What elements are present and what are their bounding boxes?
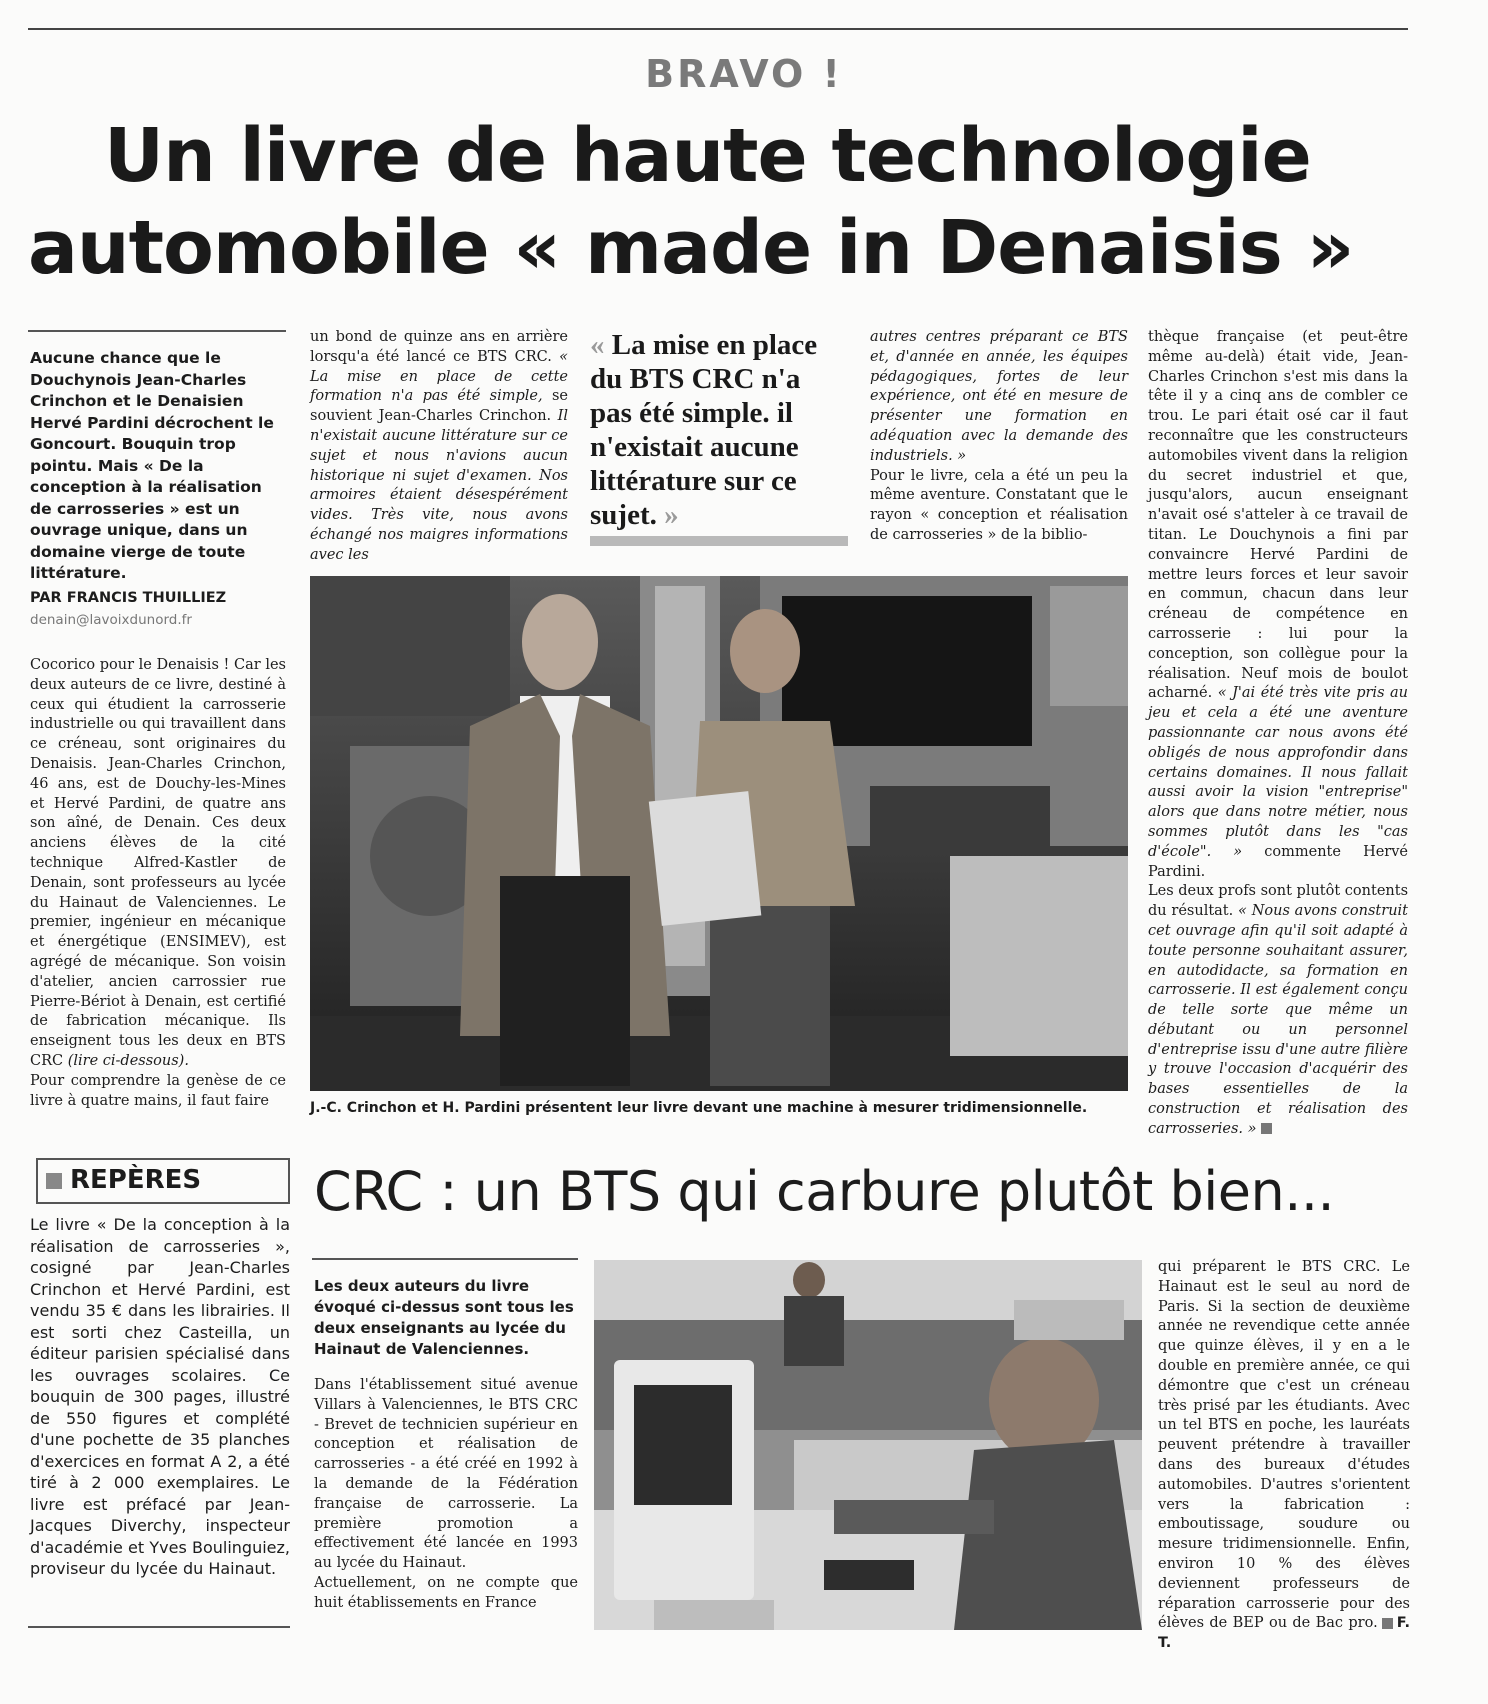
col2-text: un bond de quinze ans en arrière lorsqu'a été lancé ce BTS CRC. [310,329,568,365]
headline-line-1: Un livre de haute technologie [104,113,1311,199]
photo-caption: J.-C. Crinchon et H. Pardini présentent leur livre devant une machine à mesurer tridimensionnelle. [310,1100,1088,1116]
author-email[interactable]: denain@lavoixdunord.fr [30,612,192,628]
reperes-header [36,1158,290,1204]
headline-line-2: automobile « made in Denaisis » [28,205,1354,291]
article2-column-1 [314,1376,578,1614]
col1-ref: (lire ci-dessous). [63,1052,189,1069]
photo-authors [310,576,1128,1091]
col3-quote: autres centres préparant ce BTS et, d'année en année, les équipes pédagogiques, fortes de leur expérience, ont été en mesure de présenter une formation en adéquation avec la demande des industriels. » [870,329,1128,464]
article-column-4 [1148,328,1408,1140]
top-rule [28,28,1408,30]
photo-classroom-image [594,1260,1142,1630]
end-square-icon [1261,1123,1272,1134]
article-column-2 [310,328,568,566]
article2-col1-text-2: Actuellement, on ne compte que huit établissements en France [314,1574,578,1611]
reperes-rule [28,1626,290,1628]
col4-attribution: commente Hervé Pardini. [1148,843,1409,880]
signature: F. T. [1158,1615,1410,1652]
lead-paragraph: Aucune chance que le Douchynois Jean-Charles Crinchon et le Denaisien Hervé Pardini décrochent le Goncourt. Bouquin trop pointu. Mais « De la conception à la réalisation de carrosseries » est un ouvrage unique, dans un domaine vierge de toute littérature. [30,349,274,582]
reperes-title: REPÈRES [70,1165,202,1195]
col2-attribution: se souvient Jean-Charles Crinchon. [310,388,568,425]
article-column-1 [30,656,286,1111]
col4-quote: « J'ai été très vite pris au jeu et cela a été une aventure passionnante car nous avons été obligés de nous approfondir dans certains domaines. Il nous fallait aussi avoir la vision "entreprise" alors que dans notre métier, nous sommes plutôt dans les "cas d'école". » [1148,685,1408,860]
pull-quote-bar [590,536,848,546]
article2-lead: Les deux auteurs du livre évoqué ci-dessus sont tous les deux enseignants au lycée du Hainaut de Valenciennes. [314,1277,574,1358]
article2-column-2 [1158,1258,1410,1654]
col3-text: Pour le livre, cela a été un peu la même aventure. Constatant que le rayon « conception et réalisation de carrosseries » de la biblio- [870,467,1128,543]
col2-quote-2: Il n'existait aucune littérature sur ce sujet et nous n'avions aucun historique ni sujet d'examen. Nos armoires étaient désespérément vides. Très vite, nous avons échangé nos maigres informations avec les [310,408,568,563]
pull-quote-text: La mise en place du BTS CRC n'a pas été simple. il n'existait aucune littérature sur ce sujet. [590,329,818,531]
col4-text: thèque française (et peut-être même au-delà) était vide, Jean-Charles Crinchon s'est mis dans la tête il y a cinq ans de combler ce trou. Le pari était osé car il faut reconnaître que les constructeurs automobiles vivent dans la religion du secret industriel et que, jusqu'alors, aucun enseignant n'avait osé s'atteler à ce travail de titan. Le Douchynois a fini par convaincre Hervé Pardini de mettre leurs forces et leur savoir en commun, chacun dans leur créneau de compétence en carrosserie : lui pour la conception, son collègue pour la réalisation. Neuf mois de boulot acharné. [1148,329,1408,702]
article2-col2-text: qui préparent le BTS CRC. Le Hainaut est le seul au nord de Paris. Si la section de deuxième année ne revendique cette année que quinze élèves, il y en a le double en première année, ce qui démontre que c'est un créneau très prisé par les étudiants. Avec un tel BTS en poche, les lauréats peuvent prétendre à travailler dans des bureaux d'études automobiles. D'autres s'orientent vers la fabrication : emboutissage, soudure ou mesure tridimensionnelle. Enfin, environ 10 % des élèves deviennent professeurs de réparation carrosserie pour des élèves de BEP ou de Bac pro. [1158,1259,1410,1632]
photo-classroom [594,1260,1142,1630]
photo-authors-image [310,576,1128,1091]
kicker: BRAVO ! [645,52,843,96]
pull-quote [590,328,846,532]
article2-title: CRC : un BTS qui carbure plutôt bien... [314,1160,1335,1223]
article-column-3 [870,328,1128,546]
col4-text-2: Les deux profs sont plutôt contents du résultat. [1148,883,1409,920]
col1-text: Cocorico pour le Denaisis ! Car les deux auteurs de ce livre, destiné à ceux qui étudient la carrosserie industrielle ou qui travaillent dans ce créneau, sont originaires du Denaisis. Jean-Charles Crinchon, 46 ans, est de Douchy-les-Mines et Hervé Pardini, de quatre ans son aîné, de Denain. Ces deux anciens élèves de la cité technique Alfred-Kastler de Denain, sont professeurs au lycée du Hainaut de Valenciennes. Le premier, ingénieur en mécanique et énergétique (ENSIMEV), est agrégé de mécanique. Son voisin d'atelier, ancien carrossier rue Pierre-Bériot à Denain, est certifié de fabrication mécanique. Ils enseignent tous les deux en BTS CRC [30,657,286,1069]
end-square-icon [1382,1618,1393,1629]
byline: PAR FRANCIS THUILLIEZ [30,590,227,606]
col1-text-2: Pour comprendre la genèse de ce livre à quatre mains, il faut faire [30,1072,286,1109]
col2-quote: « La mise en place de cette formation n'a pas été simple, [310,348,568,405]
col4-quote-2: « Nous avons construit cet ouvrage afin qu'il soit adapté à toute personne souhaitant assurer, en autodidacte, sa formation en carrosserie. Il est également conçu de telle sorte que même un débutant ou un personnel d'entreprise issu d'une autre filière y trouve l'occasion d'acquérir des bases essentielles de la construction et réalisation des carrosseries. » [1148,903,1408,1137]
quote-close-mark: » [664,499,679,531]
page-title [28,110,1448,294]
article2-lead-rule [312,1258,578,1260]
reperes-box: Le livre « De la conception à la réalisation de carrosseries », cosigné par Jean-Charles Crinchon et Hervé Pardini, est vendu 35 € dans les librairies. Il est sorti chez Casteilla, un éditeur parisien spécialisé dans les ouvrages scolaires. Ce bouquin de 300 pages, illustré de 550 figures et complété d'une pochette de 35 planches d'exercices en format A 2, a été tiré à 2 000 exemplaires. Le livre est préfacé par Jean-Jacques Diverchy, inspecteur d'académie et Yves Boulinguiez, proviseur du lycée du Hainaut. [30,1215,290,1578]
square-bullet-icon [46,1173,62,1189]
lead-rule [28,330,286,332]
article2-col1-text: Dans l'établissement situé avenue Villars à Valenciennes, le BTS CRC - Brevet de technicien supérieur en conception et réalisation de carrosseries - a été créé en 1992 à la demande de la Fédération française de carrosserie. La première promotion a effectivement été lancée en 1993 au lycée du Hainaut. [314,1377,578,1572]
quote-open-mark: « [590,329,605,361]
